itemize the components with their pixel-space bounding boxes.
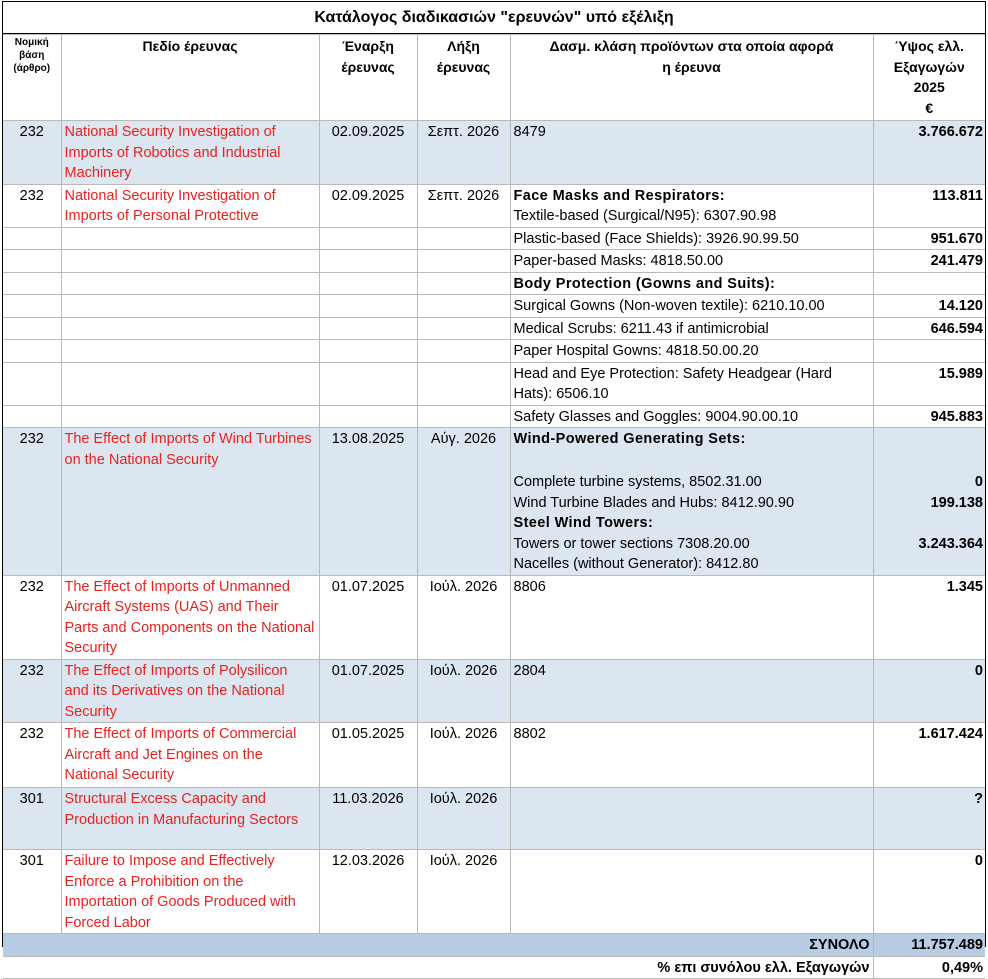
tariff-cell [510,428,873,576]
legal-basis-cell: 301 [3,788,61,850]
field-cell: The Effect of Imports of Unmanned Aircraft Systems (UAS) and Their Parts and Components on the National Security [61,575,319,659]
start-date-cell: 02.09.2025 [319,121,417,185]
header-field: Πεδίο έρευνας [61,35,319,121]
end-date-cell: Αύγ. 2026 [417,428,510,576]
table-row [3,121,985,185]
total-value: 11.757.489 [873,934,985,957]
exports-cell: 1.617.424 [873,723,985,788]
percentage-value: 0,49% [873,956,985,979]
tariff-subheading: Face Masks and Respirators: [513,187,725,204]
start-date-cell: 11.03.2026 [319,788,417,850]
exports-cell: 0 [873,850,985,934]
start-date-cell: 13.08.2025 [319,428,417,576]
tariff-item: Textile-based (Surgical/N95): 6307.90.98 [513,208,777,224]
tariff-cell [510,850,873,934]
table-row [3,272,985,295]
exports-value: 0 [974,474,983,490]
page-title: Κατάλογος διαδικασιών "ερευνών" υπό εξέλιξη [3,2,985,34]
table-row [3,428,985,576]
field-cell: National Security Investigation of Imports of Robotics and Industrial Machinery [61,121,319,185]
legal-basis-cell: 301 [3,850,61,934]
table-row [3,659,985,723]
tariff-subheading: Wind-Powered Generating Sets: [513,431,746,447]
end-date-cell: Ιούλ. 2026 [417,659,510,723]
end-date-cell: Σεπτ. 2026 [417,184,510,227]
legal-basis-cell: 232 [3,659,61,723]
percentage-row [3,956,985,979]
field-cell: The Effect of Imports of Commercial Aircraft and Jet Engines on the National Security [61,723,319,788]
end-date-cell: Ιούλ. 2026 [417,788,510,850]
header-start: Έναρξη έρευνας [319,35,417,121]
start-date-cell: 02.09.2025 [319,184,417,227]
total-row [3,934,985,957]
header-tariff: Δασμ. κλάση προϊόντων στα οποία αφορά η έρευνα [510,35,873,121]
tariff-subheading: Steel Wind Towers: [513,515,654,531]
total-label: ΣΥΝΟΛΟ [3,934,873,957]
exports-cell: ? [873,788,985,850]
tariff-item: Complete turbine systems, 8502.31.00 [513,474,762,490]
exports-cell: 646.594 [873,317,985,340]
tariff-item: Towers or tower sections 7308.20.00 [513,535,750,552]
tariff-cell: 8479 [510,121,873,185]
exports-cell: 241.479 [873,250,985,273]
table-row [3,405,985,428]
table-header-row [3,35,985,121]
field-cell: The Effect of Imports of Polysilicon and its Derivatives on the National Security [61,659,319,723]
table-row [3,184,985,227]
catalog-page [2,1,986,976]
exports-cell: 3.766.672 [873,121,985,185]
exports-cell: 1.345 [873,575,985,659]
exports-cell [873,340,985,363]
investigations-table [3,34,985,979]
tariff-item: Paper Hospital Gowns: 4818.50.00.20 [510,340,873,363]
tariff-cell: 2804 [510,659,873,723]
table-row [3,723,985,788]
tariff-cell: 8802 [510,723,873,788]
tariff-item: Plastic-based (Face Shields): 3926.90.99.50 [510,227,873,250]
table-row [3,250,985,273]
tariff-item: Medical Scrubs: 6211.43 if antimicrobial [510,317,873,340]
percentage-label: % επι συνόλου ελλ. Εξαγωγών [3,956,873,979]
end-date-cell: Ιούλ. 2026 [417,575,510,659]
table-row [3,317,985,340]
tariff-item: Nacelles (without Generator): 8412.80 [513,556,759,572]
exports-cell: 14.120 [873,295,985,318]
exports-cell [873,428,985,576]
tariff-item: Wind Turbine Blades and Hubs: 8412.90.90 [513,494,795,511]
table-row [3,295,985,318]
start-date-cell: 01.05.2025 [319,723,417,788]
field-cell: The Effect of Imports of Wind Turbines on the National Security [61,428,319,576]
header-exports: Ύψος ελλ. Εξαγωγών 2025 € [873,35,985,121]
table-row [3,362,985,405]
field-cell: Structural Excess Capacity and Production in Manufacturing Sectors [61,788,319,850]
tariff-item: Surgical Gowns (Non-woven textile): 6210.10.00 [510,295,873,318]
legal-basis-cell: 232 [3,428,61,576]
header-end: Λήξη έρευνας [417,35,510,121]
tariff-subheading: Body Protection (Gowns and Suits): [510,272,873,295]
exports-value: 199.138 [930,494,983,511]
tariff-cell [510,184,873,227]
tariff-cell: 8806 [510,575,873,659]
tariff-item: Head and Eye Protection: Safety Headgear (Hard Hats): 6506.10 [510,362,873,405]
legal-basis-cell: 232 [3,575,61,659]
header-legal-basis: Νομική βάση (άρθρο) [3,35,61,121]
table-row [3,850,985,934]
exports-cell: 945.883 [873,405,985,428]
exports-cell: 951.670 [873,227,985,250]
tariff-cell [510,788,873,850]
table-row [3,227,985,250]
table-row [3,788,985,850]
exports-cell: 15.989 [873,362,985,405]
exports-value: 3.243.364 [918,535,983,552]
end-date-cell: Σεπτ. 2026 [417,121,510,185]
field-cell: National Security Investigation of Imports of Personal Protective [61,184,319,227]
legal-basis-cell: 232 [3,184,61,227]
end-date-cell: Ιούλ. 2026 [417,723,510,788]
table-row [3,340,985,363]
tariff-item: Paper-based Masks: 4818.50.00 [510,250,873,273]
end-date-cell: Ιούλ. 2026 [417,850,510,934]
legal-basis-cell: 232 [3,723,61,788]
legal-basis-cell: 232 [3,121,61,185]
field-cell: Failure to Impose and Effectively Enforce a Prohibition on the Importation of Goods Produced with Forced Labor [61,850,319,934]
table-row [3,575,985,659]
start-date-cell: 01.07.2025 [319,575,417,659]
exports-cell: 0 [873,659,985,723]
start-date-cell: 12.03.2026 [319,850,417,934]
exports-cell: 113.811 [873,184,985,227]
tariff-item: Safety Glasses and Goggles: 9004.90.00.10 [510,405,873,428]
start-date-cell: 01.07.2025 [319,659,417,723]
